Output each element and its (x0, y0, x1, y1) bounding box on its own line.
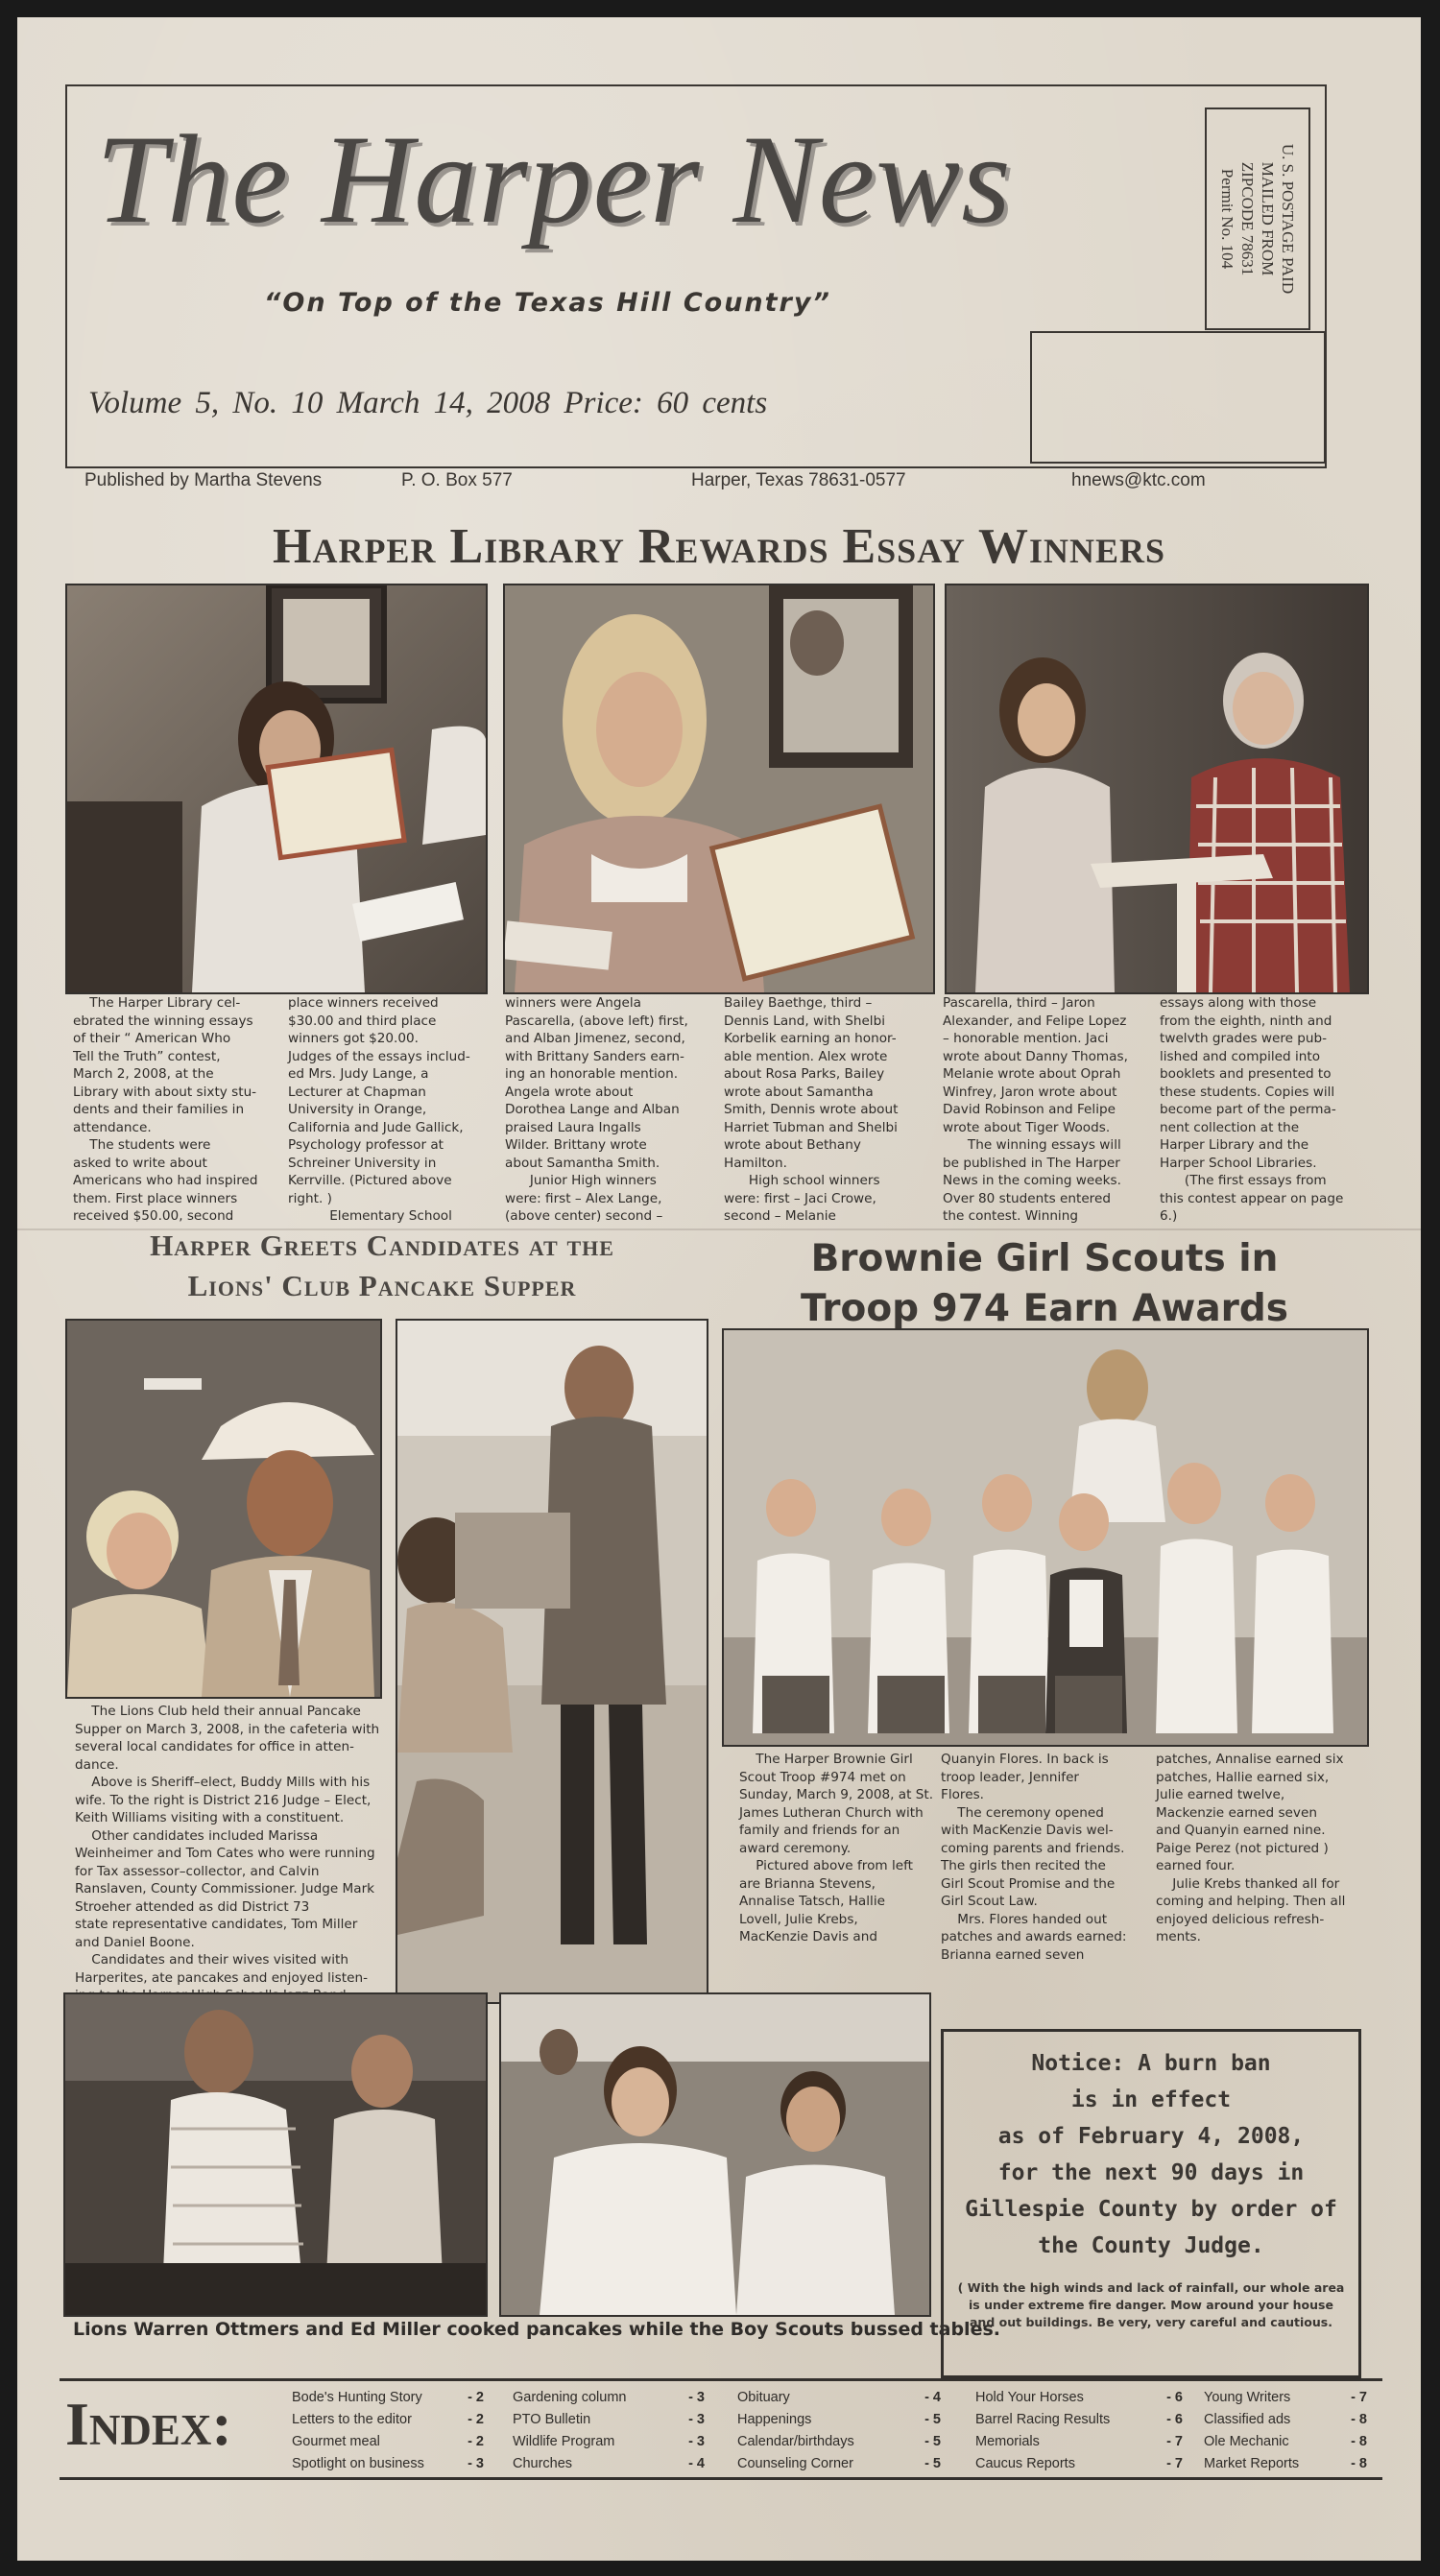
text-line: wrote about Samantha (724, 1084, 874, 1100)
text-line: were: first – Alex Lange, (505, 1190, 662, 1206)
text-line: Lecturer at Chapman (288, 1084, 426, 1100)
text-line: Lovell, Julie Krebs, (739, 1911, 858, 1927)
text-line: ebrated the winning essays (73, 1013, 253, 1029)
text-line: this contest appear on page (1160, 1190, 1344, 1206)
text-line: Above is Sheriff–elect, Buddy Mills with his (75, 1775, 371, 1790)
notice-line: Gillespie County by order of (965, 2197, 1337, 2222)
text-line: patches, Annalise earned six (1156, 1752, 1344, 1767)
text-line: the contest. Winning (943, 1208, 1078, 1224)
text-line: family and friends for an (739, 1823, 900, 1838)
text-line: be published in The Harper (943, 1155, 1120, 1171)
text-line: James Lutheran Church with (739, 1804, 924, 1821)
text-line: about Samantha Smith. (505, 1155, 660, 1171)
index-box (60, 2378, 1382, 2480)
text-line: Supper on March 3, 2008, in the cafeteria with (75, 1721, 380, 1737)
award-photo-right (945, 584, 1369, 994)
text-line: and Alban Jimenez, second, (505, 1031, 685, 1046)
text-line: Tell the Truth” contest, (73, 1048, 221, 1064)
text-line: The winning essays will (943, 1137, 1121, 1153)
candidates-headline-line-2: Lions' Club Pancake Supper (187, 1269, 577, 1302)
text-line: and Daniel Boone. (75, 1934, 195, 1950)
text-line: able mention. Alex wrote (724, 1048, 888, 1064)
pancake-cooks-photo (63, 1992, 488, 2317)
index-entry[interactable]: Letters to the editor - 2 (292, 2412, 484, 2427)
text-line: Flores. (941, 1787, 984, 1802)
notice-line: Notice: A burn ban (1031, 2051, 1271, 2076)
text-line: (above center) second – (505, 1208, 663, 1224)
volume-line: Volume 5, No. 10 March 14, 2008 Price: 60 cents (88, 386, 768, 420)
text-line: Sunday, March 9, 2008, at St. (739, 1787, 934, 1802)
index-entry[interactable]: Spotlight on business - 3 (292, 2456, 484, 2471)
text-line: (The first essays from (1160, 1173, 1327, 1188)
index-entry[interactable]: Churches - 4 (513, 2456, 705, 2471)
text-line: Junior High winners (505, 1173, 657, 1188)
text-line: Alexander, and Felipe Lopez (943, 1013, 1127, 1029)
text-line: Over 80 students entered (943, 1190, 1111, 1206)
index-entry[interactable]: Counseling Corner - 5 (737, 2456, 941, 2471)
text-line: Schreiner University in (288, 1155, 437, 1171)
text-line: Angela wrote about (505, 1084, 634, 1100)
slogan: “On Top of the Texas Hill Country” (264, 288, 831, 318)
text-line: Other candidates included Marissa (75, 1827, 319, 1844)
library-col-6 (1160, 994, 1343, 1226)
text-line: ments. (1156, 1929, 1201, 1944)
text-line: second – Melanie (724, 1208, 836, 1224)
brownie-headline-line-1: Brownie Girl Scouts in (810, 1237, 1279, 1280)
award-photo-left (65, 584, 488, 994)
notice-line: for the next 90 days in (997, 2160, 1305, 2185)
text-line: award ceremony. (739, 1840, 852, 1856)
text-line: coming and helping. Then all (1156, 1894, 1346, 1909)
text-line: Americans who had inspired (73, 1173, 258, 1188)
text-line: Dennis Land, with Shelbi (724, 1013, 885, 1029)
index-column (975, 2387, 1183, 2475)
text-line: March 2, 2008, at the (73, 1066, 214, 1082)
text-line: received $50.00, second (73, 1208, 234, 1224)
text-line: attendance. (73, 1119, 152, 1135)
text-line: dents and their families in (73, 1102, 245, 1117)
text-line: about Rosa Parks, Bailey (724, 1066, 885, 1082)
index-column (1204, 2387, 1367, 2475)
postage-line: MAILED FROM (1259, 161, 1277, 276)
text-line: with Brittany Sanders earn- (505, 1048, 684, 1064)
text-line: Scout Troop #974 met on (739, 1769, 906, 1785)
text-line: Korbelik earning an honor- (724, 1031, 897, 1046)
text-line: Smith, Dennis wrote about (724, 1102, 899, 1117)
judge-photo (396, 1319, 708, 2004)
text-line: Bailey Baethge, third – (724, 995, 873, 1011)
text-line: David Robinson and Felipe (943, 1102, 1116, 1117)
text-line: Library with about sixty stu- (73, 1084, 257, 1100)
text-line: MacKenzie Davis and (739, 1929, 877, 1944)
text-line: of their “ American Who (73, 1031, 231, 1046)
masthead (65, 84, 1327, 468)
text-line: Julie Krebs thanked all for (1156, 1875, 1340, 1892)
brownie-col-2 (941, 1751, 1126, 1964)
index-entry[interactable]: Bode's Hunting Story - 2 (292, 2390, 484, 2405)
text-line: Hamilton. (724, 1155, 787, 1171)
brownie-col-1 (739, 1751, 933, 1946)
text-line: Harriet Tubman and Shelbi (724, 1119, 898, 1135)
text-line: are Brianna Stevens, (739, 1875, 876, 1892)
index-entry[interactable]: Calendar/birthdays - 5 (737, 2434, 941, 2449)
postage-line: U. S. POSTAGE PAID (1279, 143, 1297, 295)
text-line: wife. To the right is District 216 Judge – Elect, (75, 1792, 372, 1808)
text-line: Judges of the essays includ- (288, 1048, 470, 1064)
text-line: from the eighth, ninth and (1160, 1013, 1332, 1029)
text-line: The ceremony opened (941, 1804, 1104, 1821)
notice-line: as of February 4, 2008, (997, 2124, 1305, 2149)
address: Harper, Texas 78631-0577 (691, 470, 906, 490)
text-line: wrote about Bethany (724, 1137, 861, 1153)
index-entry[interactable]: Barrel Racing Results - 6 (975, 2412, 1183, 2427)
text-line: The students were (73, 1137, 211, 1153)
burn-ban-notice (941, 2029, 1361, 2378)
text-line: Girl Scout Law. (941, 1894, 1038, 1909)
text-line: The Harper Brownie Girl (739, 1752, 913, 1767)
library-col-2 (288, 994, 470, 1226)
text-line: wrote about Tiger Woods. (943, 1119, 1111, 1135)
boy-scouts-photo (499, 1992, 931, 2317)
text-line: Pascarella, (above left) first, (505, 1013, 688, 1029)
notice-line: the County Judge. (1038, 2233, 1264, 2258)
index-column (737, 2387, 941, 2475)
index-entry[interactable]: Obituary - 4 (737, 2390, 941, 2405)
postage-box (1205, 107, 1310, 330)
index-entry[interactable]: Hold Your Horses - 6 (975, 2390, 1183, 2405)
pancake-caption: Lions Warren Ottmers and Ed Miller cooked pancakes while the Boy Scouts bussed tables. (73, 2319, 1000, 2340)
index-entry[interactable]: Young Writers - 7 (1204, 2390, 1367, 2405)
index-entry[interactable]: Gourmet meal - 2 (292, 2434, 484, 2449)
notice-detail-line: ( With the high winds and lack of rainfall, our whole area (957, 2280, 1345, 2295)
index-entry[interactable]: Ole Mechanic - 8 (1204, 2434, 1367, 2449)
text-line: Elementary School (288, 1208, 452, 1224)
text-line: asked to write about (73, 1155, 207, 1171)
text-line: place winners received (288, 995, 439, 1011)
index-title: Index: (65, 2390, 232, 2458)
award-photo-center (503, 584, 935, 994)
brownie-headline-line-2: Troop 974 Earn Awards (800, 1287, 1289, 1330)
text-line: state representative candidates, Tom Miller (75, 1917, 358, 1932)
text-line: winners got $20.00. (288, 1031, 419, 1046)
text-line: Ranslaven, County Commissioner. Judge Mark (75, 1881, 375, 1896)
text-line: Harperites, ate pancakes and enjoyed listen- (75, 1969, 368, 1986)
text-line: twelvth grades were pub- (1160, 1031, 1328, 1046)
candidates-text (75, 1703, 379, 2005)
text-line: The Lions Club held their annual Pancake (75, 1704, 361, 1719)
library-col-1 (73, 994, 258, 1226)
text-line: ing an honorable mention. (505, 1066, 679, 1082)
text-line: Melanie wrote about Oprah (943, 1066, 1121, 1082)
text-line: Pascarella, third – Jaron (943, 995, 1095, 1011)
text-line: Harper Library and the (1160, 1137, 1309, 1153)
candidates-headline-line-1: Harper Greets Candidates at the (150, 1228, 614, 1262)
text-line: Stroeher attended as did District 73 (75, 1898, 310, 1915)
text-line: were: first – Jaci Crowe, (724, 1190, 876, 1206)
text-line: and Quanyin earned nine. (1156, 1823, 1326, 1838)
text-line: Psychology professor at (288, 1137, 444, 1153)
text-line: coming parents and friends. (941, 1840, 1125, 1856)
text-line: earned four. (1156, 1858, 1236, 1873)
text-line: enjoyed delicious refresh- (1156, 1911, 1325, 1927)
index-column (292, 2387, 484, 2475)
candidates-photo (65, 1319, 382, 1699)
text-line: Keith Williams visiting with a constituent. (75, 1810, 345, 1825)
postage-line: ZIPCODE 78631 (1238, 161, 1257, 276)
index-entry[interactable]: Market Reports - 8 (1204, 2456, 1367, 2471)
text-line: these students. Copies will (1160, 1084, 1335, 1100)
text-line: become part of the perma- (1160, 1102, 1336, 1117)
text-line: wrote about Danny Thomas, (943, 1048, 1128, 1064)
text-line: Julie earned twelve, (1156, 1787, 1285, 1802)
po-box: P. O. Box 577 (401, 470, 513, 490)
address-label-box (1030, 331, 1326, 464)
text-line: The girls then recited the (941, 1858, 1106, 1873)
brownie-troop-photo (722, 1328, 1369, 1747)
text-line: them. First place winners (73, 1190, 238, 1206)
text-line: The Harper Library cel- (73, 995, 241, 1011)
text-line: Dorothea Lange and Alban (505, 1102, 680, 1117)
text-line: High school winners (724, 1173, 880, 1188)
text-line: Annalise Tatsch, Hallie (739, 1894, 885, 1909)
text-line: lished and compiled into (1160, 1048, 1321, 1064)
notice-line: is in effect (1070, 2087, 1232, 2112)
text-line: right. ) (288, 1190, 332, 1206)
email: hnews@ktc.com (1071, 470, 1206, 490)
text-line: patches and awards earned: (941, 1929, 1127, 1944)
index-entry[interactable]: Happenings - 5 (737, 2412, 941, 2427)
text-line: with MacKenzie Davis wel- (941, 1823, 1114, 1838)
text-line: Quanyin Flores. In back is (941, 1752, 1109, 1767)
text-line: winners were Angela (505, 995, 641, 1011)
brownie-col-3 (1156, 1751, 1345, 1946)
newspaper-title: The Harper News (96, 108, 1012, 250)
notice-detail-line: and out buildings. Be very, very careful and cautious. (970, 2315, 1332, 2329)
text-line: University in Orange, (288, 1102, 427, 1117)
text-line: patches, Hallie earned six, (1156, 1769, 1330, 1785)
text-line: essays along with those (1160, 995, 1317, 1011)
text-line: praised Laura Ingalls (505, 1119, 641, 1135)
library-col-3 (505, 994, 688, 1226)
text-line: Winfrey, Jaron wrote about (943, 1084, 1117, 1100)
index-column (513, 2387, 705, 2475)
newspaper-page (17, 17, 1421, 2561)
text-line: nent collection at the (1160, 1119, 1300, 1135)
text-line: troop leader, Jennifer (941, 1769, 1080, 1785)
index-entry[interactable]: Wildlife Program - 3 (513, 2434, 705, 2449)
text-line: News in the coming weeks. (943, 1173, 1121, 1188)
text-line: 6.) (1160, 1208, 1178, 1224)
index-entry[interactable]: Classified ads - 8 (1204, 2412, 1367, 2427)
text-line: booklets and presented to (1160, 1066, 1332, 1082)
text-line: Candidates and their wives visited with (75, 1952, 348, 1968)
text-line: Weinheimer and Tom Cates who were running (75, 1846, 375, 1861)
index-entry[interactable]: Memorials - 7 (975, 2434, 1183, 2449)
library-col-4 (724, 994, 898, 1226)
notice-detail-line: is under extreme fire danger. Mow around your house (969, 2298, 1333, 2312)
text-line: ed Mrs. Judy Lange, a (288, 1066, 429, 1082)
text-line: several local candidates for office in atten- (75, 1739, 354, 1754)
index-entry[interactable]: PTO Bulletin - 3 (513, 2412, 705, 2427)
text-line: – honorable mention. Jaci (943, 1031, 1109, 1046)
text-line: Mrs. Flores handed out (941, 1911, 1108, 1927)
text-line: Harper School Libraries. (1160, 1155, 1317, 1171)
text-line: Brianna earned seven (941, 1946, 1085, 1963)
publisher: Published by Martha Stevens (84, 470, 323, 490)
text-line: Girl Scout Promise and the (941, 1875, 1116, 1892)
text-line: Pictured above from left (739, 1858, 913, 1873)
library-headline: Harper Library Rewards Essay Winners (273, 519, 1165, 574)
postage-line: Permit No. 104 (1218, 168, 1236, 270)
text-line: Wilder. Brittany wrote (505, 1137, 647, 1153)
text-line: $30.00 and third place (288, 1013, 437, 1029)
text-line: dance. (75, 1756, 119, 1773)
text-line: Paige Perez (not pictured ) (1156, 1840, 1329, 1856)
index-entry[interactable]: Gardening column - 3 (513, 2390, 705, 2405)
text-line: California and Jude Gallick, (288, 1119, 464, 1135)
text-line: for Tax assessor–collector, and Calvin (75, 1863, 320, 1879)
text-line: Kerrville. (Pictured above (288, 1173, 452, 1188)
library-col-5 (943, 994, 1128, 1226)
index-entry[interactable]: Caucus Reports - 7 (975, 2456, 1183, 2471)
text-line: Mackenzie earned seven (1156, 1804, 1317, 1821)
